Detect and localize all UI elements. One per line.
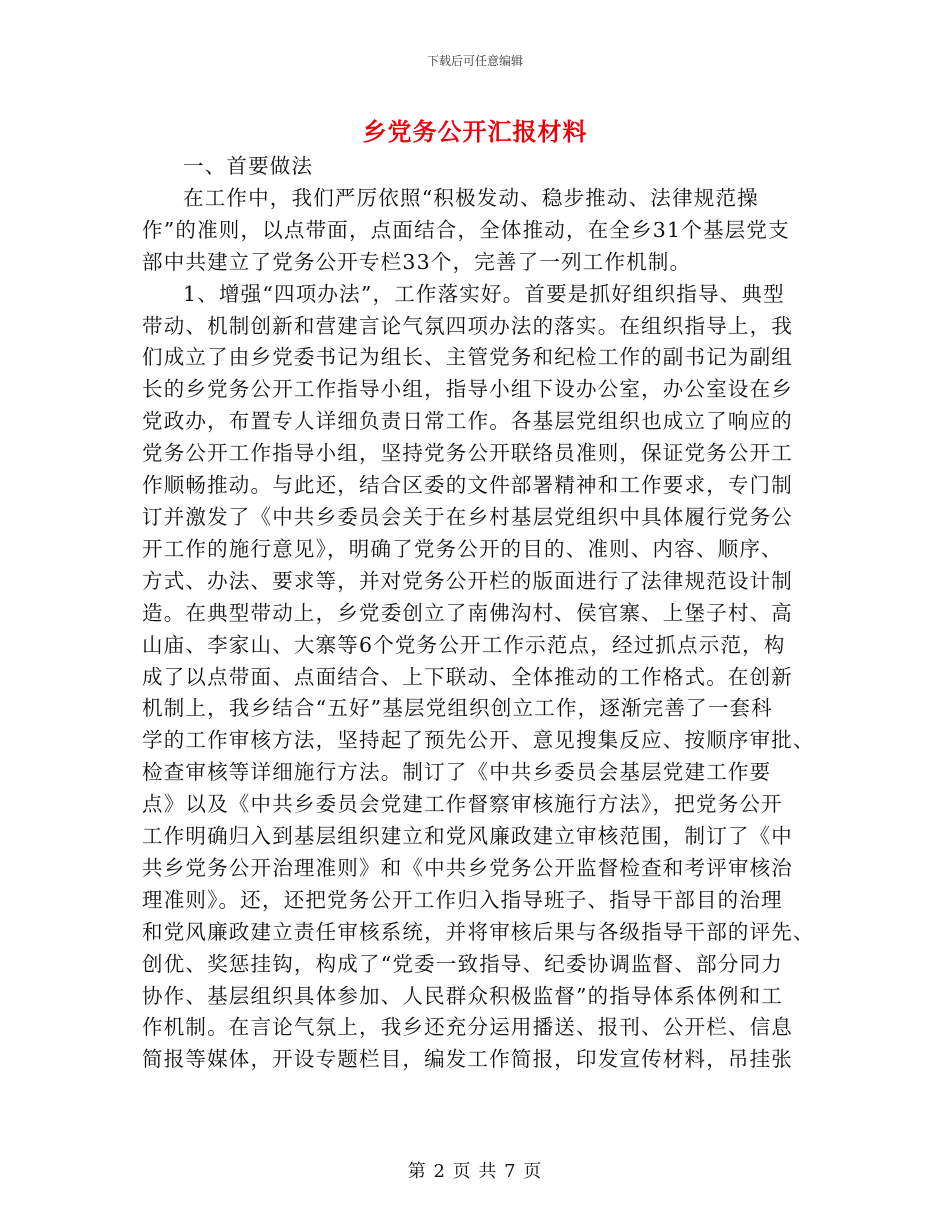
document-body [142, 151, 815, 1076]
paragraph-line: 党务公开工作指导小组，坚持党务公开联络员准则，保证党务公开工 [142, 441, 793, 466]
paragraph-1 [142, 183, 812, 279]
page-header: 下载后可任意编辑 [426, 54, 523, 68]
paragraph-line: 成了以点带面、点面结合、上下联动、全体推动的工作格式。在创新 [142, 664, 793, 689]
paragraph-line: 方式、办法、要求等，并对党务公开栏的版面进行了法律规范设计制 [142, 568, 793, 593]
paragraph-line: 工作明确归入到基层组织建立和党风廉政建立审核范围，制订了《中 [142, 824, 793, 849]
section-heading: 一、首要做法 [183, 154, 314, 178]
document-title: 乡党务公开汇报材料 [362, 117, 588, 146]
paragraph-line: 在工作中，我们严厉依照“积极发动、稳步推动、法律规范操 [183, 185, 759, 210]
paragraph-line: 简报等媒体，开设专题栏目，编发工作简报，印发宣传材料，吊挂张 [142, 1047, 793, 1072]
paragraph-line: 机制上，我乡结合“五好”基层党组织创立工作，逐渐完善了一套科 [142, 696, 773, 721]
paragraph-line: 部中共建立了党务公开专栏33个，完善了一列工作机制。 [142, 249, 692, 274]
paragraph-line: 开工作的施行意见》，明确了党务公开的目的、准则、内容、顺序、 [142, 536, 783, 561]
paragraph-line: 点》以及《中共乡委员会党建工作督察审核施行方法》，把党务公开 [142, 792, 783, 817]
paragraph-line: 党政办，布置专人详细负责日常工作。各基层党组织也成立了响应的 [142, 409, 793, 434]
paragraph-2 [142, 279, 815, 1077]
paragraph-line: 1、增强“四项办法”，工作落实好。首要是抓好组织指导、典型 [183, 281, 785, 306]
paragraph-line: 学的工作审核方法，坚持起了预先公开、意见搜集反应、按顺序审批、 [142, 728, 815, 753]
paragraph-line: 带动、机制创新和营建言论气氛四项办法的落实。在组织指导上，我 [142, 313, 793, 338]
paragraph-line: 订并激发了《中共乡委员会关于在乡村基层党组织中具体履行党务公 [142, 504, 793, 529]
paragraph-line: 长的乡党务公开工作指导小组，指导小组下设办公室，办公室设在乡 [142, 377, 793, 402]
paragraph-line: 作顺畅推动。与此还，结合区委的文件部署精神和工作要求，专门制 [142, 473, 793, 498]
paragraph-line: 山庙、李家山、大寨等6个党务公开工作示范点，经过抓点示范，构 [142, 632, 786, 657]
paragraph-line: 造。在典型带动上，乡党委创立了南佛沟村、侯官寨、上堡子村、高 [142, 600, 793, 625]
paragraph-line: 们成立了由乡党委书记为组长、主管党务和纪检工作的副书记为副组 [142, 345, 793, 370]
paragraph-line: 检查审核等详细施行方法。制订了《中共乡委员会基层党建工作要 [142, 760, 772, 785]
page-number: 第 2 页 共 7 页 [407, 1161, 543, 1182]
paragraph-line: 共乡党务公开治理准则》和《中共乡党务公开监督检查和考评审核治 [142, 855, 793, 880]
paragraph-line: 和党风廉政建立责任审核系统，并将审核后果与各级指导干部的评先、 [142, 919, 815, 944]
paragraph-line: 理准则》。还，还把党务公开工作归入指导班子、指导干部目的治理 [142, 887, 783, 912]
paragraph-line: 作”的准则，以点带面，点面结合，全体推动，在全乡31个基层党支 [142, 217, 790, 242]
paragraph-line: 创优、奖惩挂钩，构成了“党委一致指导、纪委协调监督、部分同力 [142, 951, 783, 976]
paragraph-line: 作机制。在言论气氛上，我乡还充分运用播送、报刊、公开栏、信息 [142, 1015, 793, 1040]
paragraph-line: 协作、基层组织具体参加、人民群众积极监督”的指导体系体例和工 [142, 983, 783, 1008]
